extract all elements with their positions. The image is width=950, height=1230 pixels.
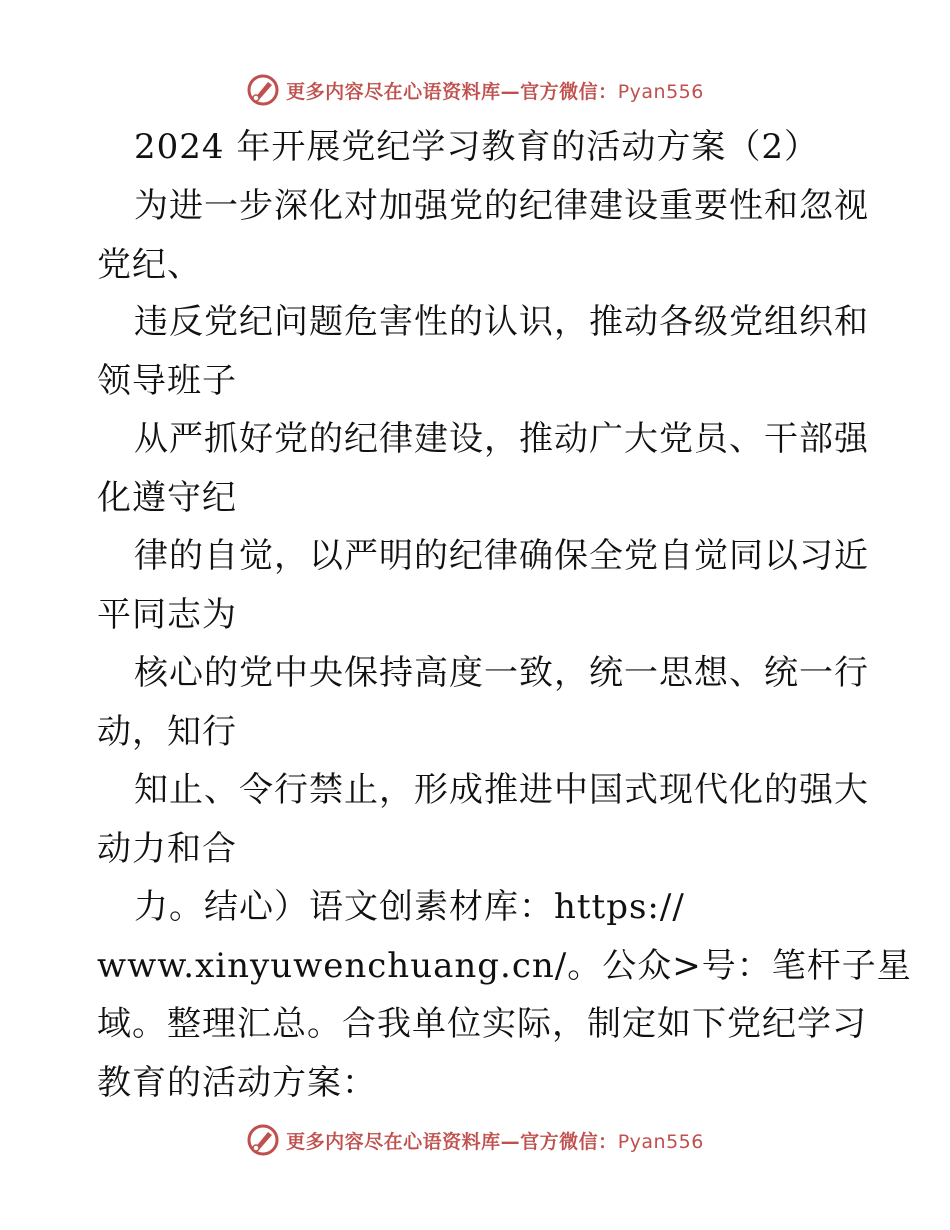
text-line: 化遵守纪	[97, 478, 237, 518]
text-line: 知止、令行禁止，形成推进中国式现代化的强大	[134, 770, 869, 810]
footer-wechat-id: Pyan556	[617, 1130, 704, 1153]
footer-brand: 更多内容尽在心语资料库	[286, 1130, 501, 1153]
text-line: 党纪、	[97, 245, 202, 285]
text-line: 从严抓好党的纪律建设，推动广大党员、干部强	[134, 419, 869, 459]
text-line: 力。结心）语文创素材库：https://	[134, 887, 685, 927]
text-line: 域。整理汇总。合我单位实际，制定如下党纪学习	[97, 1004, 867, 1044]
text-line: 律的自觉，以严明的纪律确保全党自觉同以习近	[134, 536, 869, 576]
footer-separator: —	[500, 1130, 521, 1153]
text-line: 教育的活动方案：	[97, 1063, 377, 1103]
pen-logo-icon	[246, 73, 280, 107]
document-title: 2024 年开展党纪学习教育的活动方案（2）	[134, 127, 819, 167]
pen-logo-icon	[246, 1123, 280, 1157]
header-wechat-id: Pyan556	[617, 80, 704, 103]
header-separator: —	[500, 80, 521, 103]
text-line: 领导班子	[97, 361, 237, 401]
text-line: 动，知行	[97, 712, 237, 752]
text-line: 违反党纪问题危害性的认识，推动各级党组织和	[134, 302, 869, 342]
text-line: 核心的党中央保持高度一致，统一思想、统一行	[134, 653, 869, 693]
footer-banner	[0, 1120, 950, 1160]
header-brand: 更多内容尽在心语资料库	[286, 80, 501, 103]
text-line: 动力和合	[97, 829, 237, 869]
header-text	[286, 77, 704, 104]
header-banner	[0, 70, 950, 110]
text-line: 为进一步深化对加强党的纪律建设重要性和忽视	[134, 186, 869, 226]
text-line: 平同志为	[97, 595, 237, 635]
header-wechat-label: 官方微信：	[520, 80, 618, 103]
footer-wechat-label: 官方微信：	[520, 1130, 618, 1153]
text-line: www.xinyuwenchuang.cn/。公众>号：笔杆子星	[97, 946, 912, 986]
footer-text	[286, 1127, 704, 1154]
